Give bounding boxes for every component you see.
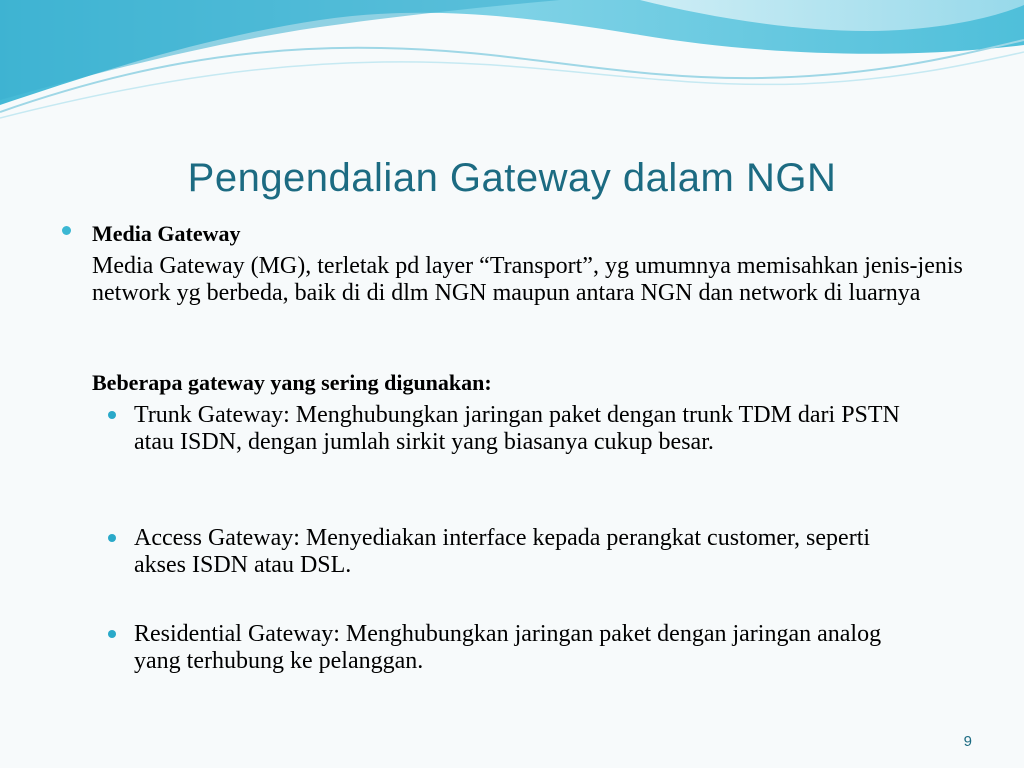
sub-bullet-icon <box>108 411 116 419</box>
section-heading: Media Gateway <box>92 221 241 246</box>
list-item: Access Gateway: Menyediakan interface kepada perangkat customer, seperti akses ISDN atau DSL. <box>134 525 871 578</box>
sub-bullet-icon <box>108 534 116 542</box>
list-item: Residential Gateway: Menghubungkan jaringan paket dengan jaringan analog yang terhubung ke pelanggan. <box>134 621 882 674</box>
section-description: Media Gateway (MG), terletak pd layer “Transport”, yg umumnya memisahkan jenis-jenis network yg berbeda, baik di di dlm NGN maupun antara NGN dan network di luarnya <box>92 253 963 306</box>
header-wave-decoration <box>0 0 1024 130</box>
list-item: Trunk Gateway: Menghubungkan jaringan paket dengan trunk TDM dari PSTN atau ISDN, dengan jumlah sirkit yang biasanya cukup besar. <box>134 402 900 455</box>
sub-bullet-icon <box>108 630 116 638</box>
page-number: 9 <box>963 733 972 750</box>
list-subheading: Beberapa gateway yang sering digunakan: <box>92 370 492 395</box>
slide-title: Pengendalian Gateway dalam NGN <box>187 156 837 200</box>
bullet-icon <box>62 226 71 235</box>
